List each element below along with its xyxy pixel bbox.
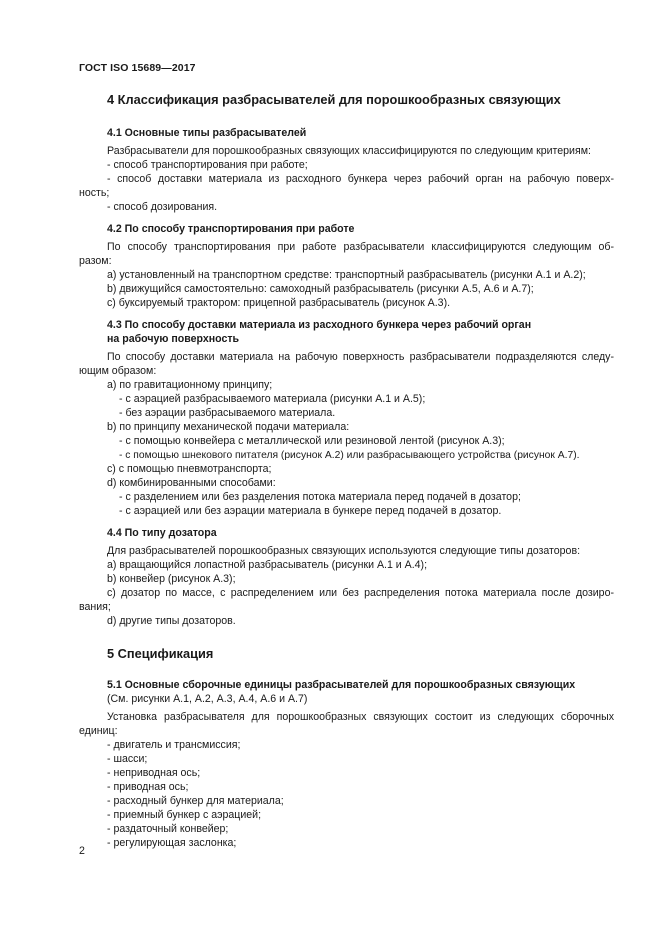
paragraph: По способу доставки материала на рабочую поверхность разбрасыватели подразделяются следу-	[107, 351, 614, 363]
paragraph-continued: единиц:	[79, 725, 118, 737]
sub-list-item: - с помощью шнекового питателя (рисунок А.2) или разбрасывающего устройства (рисунок А.7).	[119, 450, 580, 461]
list-item: - способ дозирования.	[107, 201, 218, 213]
section-5-title: 5 Спецификация	[107, 646, 214, 661]
list-item: d) другие типы дозаторов.	[107, 615, 236, 627]
list-item: - регулирующая заслонка;	[107, 837, 237, 849]
paragraph-continued: разом:	[79, 255, 112, 267]
list-item: - расходный бункер для материала;	[107, 795, 284, 807]
document-header: ГОСТ ISO 15689—2017	[79, 62, 196, 74]
sub-list-item: - с аэрацией разбрасываемого материала (рисунки А.1 и А.5);	[119, 393, 426, 405]
list-item: a) вращающийся лопастной разбрасыватель (рисунки А.1 и А.4);	[107, 559, 428, 571]
paragraph: Установка разбрасывателя для порошкообразных связующих состоит из следующих сборочных	[107, 711, 614, 723]
list-item: - приемный бункер с аэрацией;	[107, 809, 262, 821]
list-item: - способ транспортирования при работе;	[107, 159, 308, 171]
list-item: a) установленный на транспортном средстве: транспортный разбрасыватель (рисунки А.1 и А.2);	[107, 269, 586, 281]
list-item: - неприводная ось;	[107, 767, 201, 779]
list-item: b) конвейер (рисунок А.3);	[107, 573, 236, 585]
section-4-title: 4 Классификация разбрасывателей для порошкообразных связующих	[107, 92, 561, 107]
subsection-4-1-title: 4.1 Основные типы разбрасывателей	[107, 127, 307, 139]
list-item: a) по гравитационному принципу;	[107, 379, 273, 391]
list-item: d) комбинированными способами:	[107, 477, 276, 489]
subsection-4-4-title: 4.4 По типу дозатора	[107, 527, 217, 539]
list-item: - шасси;	[107, 753, 148, 765]
paragraph: Разбрасыватели для порошкообразных связующих классифицируются по следующим критериям:	[107, 145, 591, 157]
list-item: - двигатель и трансмиссия;	[107, 739, 241, 751]
page-number: 2	[79, 845, 85, 857]
list-item: - раздаточный конвейер;	[107, 823, 229, 835]
list-item-continued: вания;	[79, 601, 111, 613]
subsection-5-1-subtitle: (См. рисунки А.1, А.2, А.3, А.4, А.6 и А.7)	[107, 693, 308, 705]
list-item: b) по принципу механической подачи материала:	[107, 421, 350, 433]
subsection-5-1-title: 5.1 Основные сборочные единицы разбрасывателей для порошкообразных связующих	[107, 679, 576, 691]
subsection-4-3-title: 4.3 По способу доставки материала из расходного бункера через рабочий орган	[107, 319, 532, 331]
sub-list-item: - с помощью конвейера с металлической или резиновой лентой (рисунок А.3);	[119, 435, 505, 447]
list-item-continued: ность;	[79, 187, 110, 199]
list-item: c) буксируемый трактором: прицепной разбрасыватель (рисунок А.3).	[107, 297, 451, 309]
list-item: - приводная ось;	[107, 781, 189, 793]
list-item: c) дозатор по массе, с распределением или без распределения потока материала после дозиро-	[107, 587, 614, 599]
paragraph-continued: ющим образом:	[79, 365, 157, 377]
list-item: b) движущийся самостоятельно: самоходный разбрасыватель (рисунки А.5, А.6 и А.7);	[107, 283, 534, 295]
subsection-4-3-title-cont: на рабочую поверхность	[107, 333, 240, 345]
subsection-4-2-title: 4.2 По способу транспортирования при работе	[107, 223, 355, 235]
sub-list-item: - с разделением или без разделения потока материала перед подачей в дозатор;	[119, 491, 521, 503]
sub-list-item: - с аэрацией или без аэрации материала в бункере перед подачей в дозатор.	[119, 505, 502, 517]
sub-list-item: - без аэрации разбрасываемого материала.	[119, 407, 336, 419]
list-item: c) с помощью пневмотранспорта;	[107, 463, 272, 475]
list-item: - способ доставки материала из расходного бункера через рабочий орган на рабочую поверх-	[107, 173, 614, 185]
paragraph: По способу транспортирования при работе разбрасыватели классифицируются следующим об-	[107, 241, 614, 253]
paragraph: Для разбрасывателей порошкообразных связующих используются следующие типы дозаторов:	[107, 545, 581, 557]
